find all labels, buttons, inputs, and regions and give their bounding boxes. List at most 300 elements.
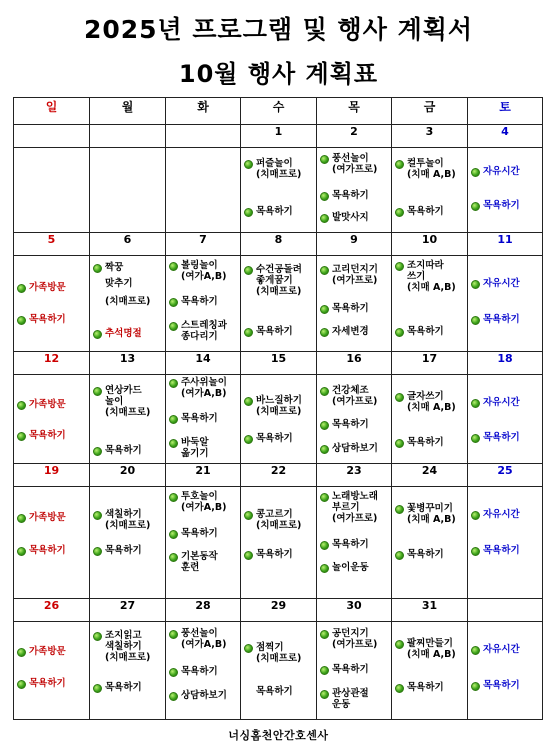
day-cell <box>468 256 543 352</box>
activity-item <box>244 395 314 417</box>
day-activities <box>317 148 391 232</box>
activity-item <box>93 385 163 418</box>
bullet-dot-icon <box>471 682 480 691</box>
activity-text: 가족방문 <box>29 399 66 410</box>
activity-text: 추석명절 <box>105 328 142 339</box>
day-activities <box>317 622 391 719</box>
activity-item <box>93 278 163 289</box>
activity-text: 상담하보기 <box>332 443 378 454</box>
activity-item <box>169 491 238 513</box>
activity-item <box>169 413 238 424</box>
bullet-dot-icon <box>17 680 26 689</box>
date-number: 14 <box>166 352 241 375</box>
day-cell <box>392 148 468 233</box>
activity-text: 목욕하기 <box>256 686 293 697</box>
activity-row <box>14 148 543 233</box>
date-number: 23 <box>317 464 392 487</box>
activity-text: 목욕하기 <box>256 433 293 444</box>
bullet-dot-icon <box>320 541 329 550</box>
activity-text: 스트레칭과 종다리기 <box>181 320 227 342</box>
day-activities <box>14 256 89 351</box>
date-number: 13 <box>90 352 166 375</box>
activity-item <box>244 642 314 664</box>
activity-text: 목욕하기 <box>105 545 142 556</box>
activity-text: (치매프로) <box>105 296 151 307</box>
date-number: 16 <box>317 352 392 375</box>
day-cell <box>90 148 166 233</box>
day-activities <box>90 487 165 598</box>
day-cell <box>317 148 392 233</box>
activity-text: 목욕하기 <box>29 678 66 689</box>
activity-text: 발맛사지 <box>332 212 369 223</box>
activity-item <box>169 666 238 677</box>
activity-item <box>169 377 238 399</box>
activity-item <box>320 326 389 337</box>
date-number: 27 <box>90 599 166 622</box>
activity-text: 목욕하기 <box>483 314 520 325</box>
date-number: 21 <box>166 464 241 487</box>
bullet-dot-icon <box>93 330 102 339</box>
activity-text: 팔찌만들기 (치매 A,B) <box>407 638 456 660</box>
day-activities <box>14 148 89 232</box>
day-cell <box>90 622 166 720</box>
day-cell <box>166 375 241 464</box>
activity-item <box>471 644 540 655</box>
bullet-dot-icon <box>17 514 26 523</box>
day-cell <box>317 487 392 599</box>
bullet-dot-icon <box>395 551 404 560</box>
bullet-dot-icon <box>169 415 178 424</box>
activity-text: 꽃병꾸미기 (치매 A,B) <box>407 503 456 525</box>
activity-text: 자유시간 <box>483 397 520 408</box>
activity-item <box>244 158 314 180</box>
date-number: 3 <box>392 125 468 148</box>
activity-row <box>14 256 543 352</box>
bullet-dot-icon <box>395 328 404 337</box>
activity-item <box>244 509 314 531</box>
activity-text: 목욕하기 <box>256 206 293 217</box>
day-cell <box>468 375 543 464</box>
activity-item <box>320 628 389 650</box>
activity-text: 목욕하기 <box>407 437 444 448</box>
activity-text: 목욕하기 <box>483 200 520 211</box>
activity-text: 퍼즐놀이 (치매프로) <box>256 158 302 180</box>
weekday-header: 토 <box>468 98 543 125</box>
activity-text: 연상카드 놀이 (치매프로) <box>105 385 151 418</box>
bullet-dot-icon <box>169 379 178 388</box>
bullet-dot-icon <box>471 202 480 211</box>
bullet-dot-icon <box>169 692 178 701</box>
activity-item <box>471 200 540 211</box>
activity-item <box>169 260 238 282</box>
bullet-dot-icon <box>244 435 253 444</box>
activity-text: 주사위놀이 (여가A,B) <box>181 377 227 399</box>
date-number <box>166 125 241 148</box>
activity-text: 목욕하기 <box>181 296 218 307</box>
date-number: 26 <box>14 599 90 622</box>
date-number: 9 <box>317 233 392 256</box>
activity-item <box>244 433 314 444</box>
day-cell <box>241 375 317 464</box>
bullet-dot-icon <box>93 547 102 556</box>
activity-item <box>244 264 314 297</box>
day-activities <box>90 622 165 719</box>
bullet-dot-icon <box>320 666 329 675</box>
activity-text: 건강체조 (여가프로) <box>332 385 378 407</box>
bullet-dot-icon <box>320 690 329 699</box>
activity-item <box>17 545 87 556</box>
activity-item <box>320 562 389 573</box>
bullet-dot-icon <box>244 644 253 653</box>
bullet-dot-icon <box>169 262 178 271</box>
bullet-dot-icon <box>320 445 329 454</box>
date-number: 24 <box>392 464 468 487</box>
day-cell <box>14 622 90 720</box>
activity-text: 목욕하기 <box>181 528 218 539</box>
activity-item <box>93 296 163 307</box>
date-number: 18 <box>468 352 543 375</box>
day-activities <box>392 375 467 463</box>
bullet-dot-icon <box>244 266 253 275</box>
bullet-dot-icon <box>320 387 329 396</box>
activity-text: 고리던지기 (여가프로) <box>332 264 378 286</box>
activity-item <box>93 682 163 693</box>
activity-text: 풍선놀이 (여가A,B) <box>181 628 227 650</box>
activity-item <box>395 260 465 293</box>
date-number: 7 <box>166 233 241 256</box>
bullet-dot-icon <box>395 684 404 693</box>
date-number: 17 <box>392 352 468 375</box>
activity-text: 목욕하기 <box>105 445 142 456</box>
day-activities <box>317 487 391 598</box>
bullet-dot-icon <box>93 264 102 273</box>
bullet-dot-icon <box>320 421 329 430</box>
bullet-dot-icon <box>471 168 480 177</box>
date-number: 11 <box>468 233 543 256</box>
activity-item <box>93 545 163 556</box>
weekday-header: 금 <box>392 98 468 125</box>
bullet-dot-icon <box>244 551 253 560</box>
bullet-dot-icon <box>17 316 26 325</box>
day-activities <box>166 487 240 598</box>
day-activities <box>241 256 316 351</box>
activity-text: 자유시간 <box>483 166 520 177</box>
day-cell <box>90 375 166 464</box>
activity-item <box>471 680 540 691</box>
activity-text: 관상관절 운동 <box>332 688 369 710</box>
bullet-dot-icon <box>320 328 329 337</box>
date-number: 2 <box>317 125 392 148</box>
date-row <box>14 599 543 622</box>
date-number: 6 <box>90 233 166 256</box>
day-activities <box>166 148 240 232</box>
activity-text: 자유시간 <box>483 644 520 655</box>
day-cell <box>392 256 468 352</box>
activity-item <box>320 303 389 314</box>
date-number <box>14 125 90 148</box>
day-activities <box>14 622 89 719</box>
activity-item <box>320 264 389 286</box>
activity-item <box>471 545 540 556</box>
day-activities <box>392 256 467 351</box>
day-cell <box>392 375 468 464</box>
bullet-dot-icon <box>395 262 404 271</box>
activity-text: 목욕하기 <box>181 666 218 677</box>
activity-item <box>17 678 87 689</box>
day-activities <box>468 256 542 351</box>
day-activities <box>392 148 467 232</box>
activity-text: 목욕하기 <box>407 682 444 693</box>
activity-text: 자세변경 <box>332 326 369 337</box>
day-cell <box>468 487 543 599</box>
bullet-dot-icon <box>169 298 178 307</box>
activity-item <box>169 628 238 650</box>
bullet-dot-icon <box>320 564 329 573</box>
activity-text: 놀이운동 <box>332 562 369 573</box>
bullet-dot-icon <box>320 266 329 275</box>
activity-item <box>169 690 238 701</box>
weekday-header: 일 <box>14 98 90 125</box>
date-number: 10 <box>392 233 468 256</box>
day-cell <box>14 487 90 599</box>
activity-item <box>471 314 540 325</box>
day-cell <box>14 375 90 464</box>
date-row <box>14 233 543 256</box>
date-number: 15 <box>241 352 317 375</box>
activity-item <box>17 646 87 657</box>
activity-item <box>17 430 87 441</box>
activity-item <box>395 391 465 413</box>
day-cell <box>468 148 543 233</box>
activity-text: 색칠하기 (치매프로) <box>105 509 151 531</box>
date-number: 19 <box>14 464 90 487</box>
activity-text: 자유시간 <box>483 278 520 289</box>
day-cell <box>317 622 392 720</box>
activity-text: 목욕하기 <box>181 413 218 424</box>
weekday-header: 월 <box>90 98 166 125</box>
weekday-header: 수 <box>241 98 317 125</box>
activity-item <box>169 320 238 342</box>
activity-text: 목욕하기 <box>483 432 520 443</box>
activity-item <box>169 551 238 573</box>
bullet-dot-icon <box>17 401 26 410</box>
date-number: 31 <box>392 599 468 622</box>
activity-text: 조지읽고 색칠하기 (치매프로) <box>105 630 151 663</box>
activity-item <box>244 206 314 217</box>
day-activities <box>392 622 467 719</box>
bullet-dot-icon <box>471 280 480 289</box>
day-cell <box>90 256 166 352</box>
activity-item <box>395 549 465 560</box>
activity-text: 가족방문 <box>29 646 66 657</box>
day-activities <box>468 375 542 463</box>
activity-item <box>244 686 314 697</box>
day-cell <box>166 256 241 352</box>
activity-text: 노래방노래 부르기 (여가프로) <box>332 491 378 524</box>
bullet-dot-icon <box>471 547 480 556</box>
activity-item <box>320 419 389 430</box>
activity-item <box>244 549 314 560</box>
day-cell <box>241 148 317 233</box>
activity-text: 볼링놀이 (여가A,B) <box>181 260 227 282</box>
weekday-header-row <box>14 98 543 125</box>
activity-text: 목욕하기 <box>29 314 66 325</box>
activity-item <box>471 432 540 443</box>
day-cell <box>90 487 166 599</box>
day-cell <box>14 148 90 233</box>
activity-text: 목욕하기 <box>332 190 369 201</box>
bullet-dot-icon <box>169 439 178 448</box>
activity-item <box>320 385 389 407</box>
activity-item <box>471 509 540 520</box>
date-number: 30 <box>317 599 392 622</box>
date-number <box>468 599 543 622</box>
day-activities <box>90 375 165 463</box>
bullet-dot-icon <box>17 432 26 441</box>
activity-item <box>93 262 163 273</box>
activity-text: 목욕하기 <box>29 430 66 441</box>
weekday-header: 화 <box>166 98 241 125</box>
activity-row <box>14 487 543 599</box>
activity-text: 목욕하기 <box>483 680 520 691</box>
day-activities <box>241 375 316 463</box>
activity-item <box>471 397 540 408</box>
activity-text: 목욕하기 <box>407 206 444 217</box>
day-activities <box>392 487 467 598</box>
day-activities <box>90 256 165 351</box>
date-number: 5 <box>14 233 90 256</box>
activity-item <box>93 445 163 456</box>
bullet-dot-icon <box>471 646 480 655</box>
activity-text: 가족방문 <box>29 512 66 523</box>
activity-text: 공던지기 (여가프로) <box>332 628 378 650</box>
bullet-dot-icon <box>320 493 329 502</box>
day-activities <box>468 148 542 232</box>
bullet-dot-icon <box>395 505 404 514</box>
activity-item <box>320 212 389 223</box>
bullet-dot-icon <box>244 208 253 217</box>
activity-row <box>14 622 543 720</box>
bullet-dot-icon <box>320 305 329 314</box>
day-activities <box>468 487 542 598</box>
activity-row <box>14 375 543 464</box>
activity-text: 맞추기 <box>105 278 133 289</box>
activity-text: 목욕하기 <box>483 545 520 556</box>
day-cell <box>241 256 317 352</box>
activity-item <box>169 528 238 539</box>
activity-text: 바느질하기 (치매프로) <box>256 395 302 417</box>
bullet-dot-icon <box>395 439 404 448</box>
activity-item <box>244 326 314 337</box>
bullet-dot-icon <box>395 393 404 402</box>
day-activities <box>14 375 89 463</box>
activity-text: 조지따라 쓰기 (치매 A,B) <box>407 260 456 293</box>
activity-text: 짝꿍 <box>105 262 124 273</box>
activity-text: 목욕하기 <box>332 539 369 550</box>
bullet-dot-icon <box>244 511 253 520</box>
activity-text: 수건공돌려 좋게꿈기 (치매프로) <box>256 264 302 297</box>
date-number: 25 <box>468 464 543 487</box>
bullet-dot-icon <box>93 447 102 456</box>
activity-item <box>395 326 465 337</box>
activity-text: 점찍기 (치매프로) <box>256 642 302 664</box>
day-activities <box>166 256 240 351</box>
activity-item <box>395 206 465 217</box>
activity-text: 목욕하기 <box>332 303 369 314</box>
day-cell <box>317 256 392 352</box>
day-cell <box>392 622 468 720</box>
activity-text: 목욕하기 <box>29 545 66 556</box>
page-title: 2025년 프로그램 및 행사 계획서 <box>83 15 474 44</box>
activity-text: 콩고르기 (치매프로) <box>256 509 302 531</box>
date-number: 22 <box>241 464 317 487</box>
bullet-dot-icon <box>320 630 329 639</box>
activity-item <box>169 437 238 459</box>
calendar-table <box>13 97 543 720</box>
bullet-dot-icon <box>320 214 329 223</box>
activity-item <box>471 166 540 177</box>
activity-text: 가족방문 <box>29 282 66 293</box>
bullet-dot-icon <box>395 208 404 217</box>
bullet-dot-icon <box>244 397 253 406</box>
day-activities <box>317 375 391 463</box>
date-number: 4 <box>468 125 543 148</box>
date-number: 1 <box>241 125 317 148</box>
bullet-dot-icon <box>93 684 102 693</box>
bullet-dot-icon <box>169 493 178 502</box>
footer-organization: 너싱홈천안간호센사 <box>228 729 329 742</box>
activity-item <box>395 437 465 448</box>
date-number: 20 <box>90 464 166 487</box>
bullet-dot-icon <box>17 648 26 657</box>
activity-item <box>471 278 540 289</box>
activity-item <box>395 158 465 180</box>
day-activities <box>90 148 165 232</box>
bullet-dot-icon <box>93 632 102 641</box>
bullet-dot-icon <box>169 530 178 539</box>
bullet-dot-icon <box>244 160 253 169</box>
date-number: 29 <box>241 599 317 622</box>
date-row <box>14 352 543 375</box>
bullet-dot-icon <box>169 553 178 562</box>
date-row <box>14 125 543 148</box>
bullet-dot-icon <box>471 434 480 443</box>
activity-item <box>17 399 87 410</box>
activity-item <box>17 314 87 325</box>
day-cell <box>166 622 241 720</box>
activity-text: 자유시간 <box>483 509 520 520</box>
date-number <box>90 125 166 148</box>
day-cell <box>166 148 241 233</box>
activity-text: 바둑알 옮기기 <box>181 437 209 459</box>
date-row <box>14 464 543 487</box>
day-cell <box>468 622 543 720</box>
bullet-dot-icon <box>93 387 102 396</box>
bullet-dot-icon <box>244 328 253 337</box>
activity-item <box>320 190 389 201</box>
activity-item <box>320 443 389 454</box>
activity-text: 기본동작 훈련 <box>181 551 218 573</box>
activity-item <box>93 509 163 531</box>
date-number: 12 <box>14 352 90 375</box>
activity-item <box>320 539 389 550</box>
bullet-dot-icon <box>169 322 178 331</box>
day-activities <box>166 375 240 463</box>
activity-item <box>395 682 465 693</box>
day-cell <box>392 487 468 599</box>
activity-text: 목욕하기 <box>407 326 444 337</box>
activity-item <box>395 638 465 660</box>
